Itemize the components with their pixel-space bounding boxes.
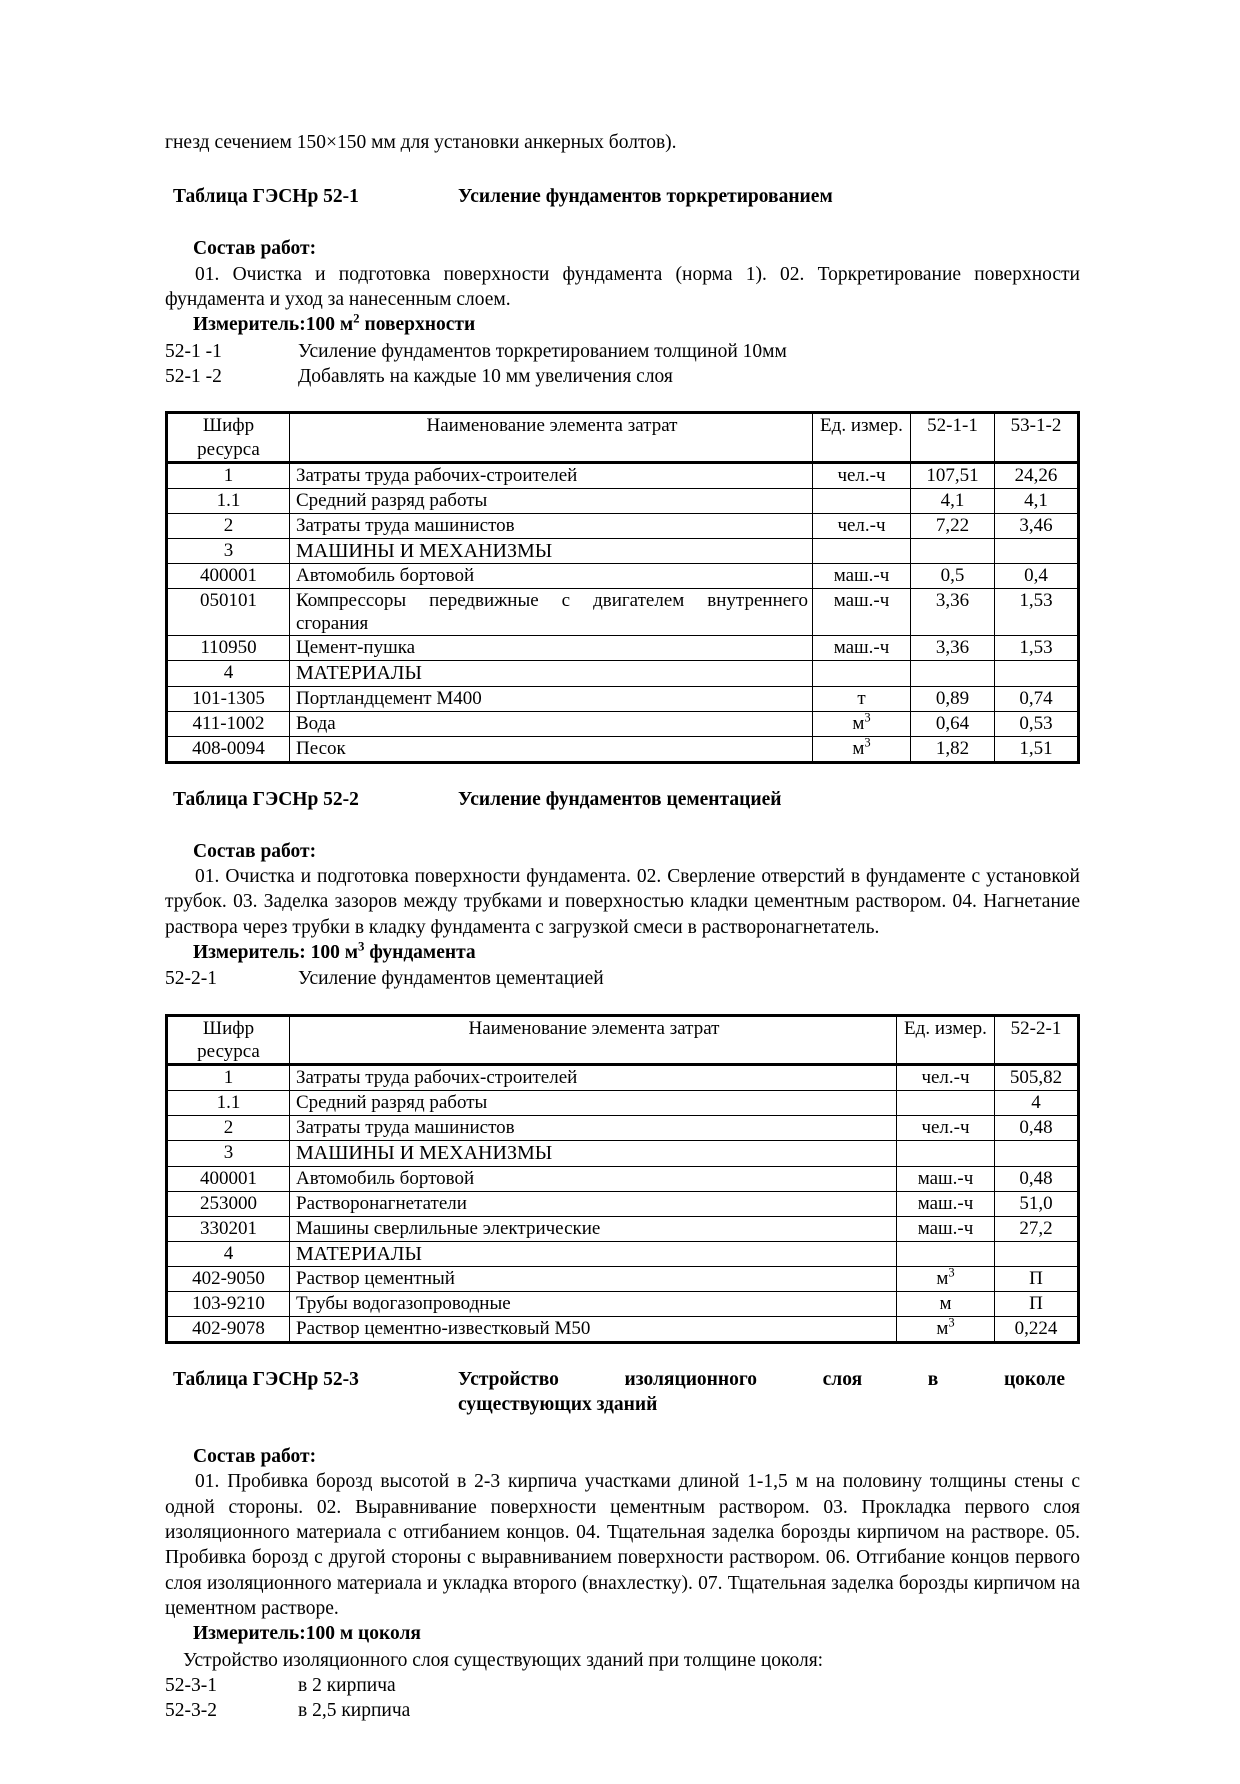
norm-code: 52-2-1	[165, 968, 217, 990]
table-row	[167, 1316, 1079, 1342]
cell-resource-code: 253000	[167, 1191, 290, 1216]
cell-value-1	[911, 661, 995, 686]
measure-unit-sup: 3	[358, 939, 365, 954]
measure-unit-tail: фундамента	[364, 942, 476, 964]
header-unit: Ед. измер.	[813, 413, 911, 462]
cell-resource-code: 330201	[167, 1216, 290, 1241]
table-caption	[165, 1368, 1080, 1418]
cell-unit	[897, 1241, 995, 1266]
cell-value-1: 3,36	[911, 589, 995, 636]
section-note: Устройство изоляционного слоя существующих зданий при толщине цоколя:	[183, 1649, 824, 1671]
cell-resource-code: 3	[167, 538, 290, 563]
resource-table-52-2	[165, 1014, 1080, 1344]
cell-value-1	[911, 538, 995, 563]
intro-paragraph: гнезд сечением 150×150 мм для установки анкерных болтов).	[165, 132, 677, 153]
cell-value-2	[995, 538, 1079, 563]
table-header-row	[167, 413, 1079, 462]
cell-value-2: 1,51	[995, 736, 1079, 762]
header-value-1: 52-1-1	[911, 413, 995, 462]
table-row	[167, 488, 1079, 513]
table-row	[167, 538, 1079, 563]
cell-resource-name: Затраты труда машинистов	[290, 1116, 897, 1141]
norm-code-description: в 2,5 кирпича	[298, 1700, 411, 1722]
table-row	[167, 1216, 1079, 1241]
cell-value-2: 1,53	[995, 636, 1079, 661]
cell-resource-code: 1	[167, 1065, 290, 1091]
header-code: Шифр ресурса	[167, 413, 290, 462]
cell-resource-name: Вода	[290, 711, 813, 736]
cell-resource-name: Автомобиль бортовой	[290, 564, 813, 589]
cell-resource-code: 2	[167, 513, 290, 538]
cell-unit: маш.-ч	[897, 1166, 995, 1191]
table-body	[167, 462, 1079, 762]
cell-value-1: 505,82	[995, 1065, 1079, 1091]
cell-unit: чел.-ч	[897, 1065, 995, 1091]
cell-value-2: 4,1	[995, 488, 1079, 513]
cell-value-1: 0,48	[995, 1116, 1079, 1141]
cell-resource-name: Средний разряд работы	[290, 1091, 897, 1116]
table-caption-title-line1: Устройство изоляционного слоя в цоколе	[458, 1368, 1065, 1390]
cell-unit: маш.-ч	[897, 1191, 995, 1216]
cell-value-1: 0,224	[995, 1316, 1079, 1342]
table-row	[167, 462, 1079, 488]
table-row	[167, 1166, 1079, 1191]
cell-unit: $м^3$	[813, 736, 911, 762]
resource-table-52-1	[165, 411, 1080, 763]
cell-resource-code: 400001	[167, 1166, 290, 1191]
works-heading: Состав работ:	[193, 238, 317, 260]
cell-value-2	[995, 661, 1079, 686]
norm-code-line	[165, 1698, 1080, 1723]
cell-value-1: П	[995, 1266, 1079, 1291]
table-row	[167, 1191, 1079, 1216]
cell-resource-code: 400001	[167, 564, 290, 589]
cell-resource-code: 1.1	[167, 488, 290, 513]
cell-unit: чел.-ч	[813, 462, 911, 488]
cell-resource-code: 411-1002	[167, 711, 290, 736]
cell-unit	[813, 661, 911, 686]
header-unit: Ед. измер.	[897, 1015, 995, 1064]
table-section-52-3	[165, 1368, 1080, 1724]
cell-resource-code: 402-9078	[167, 1316, 290, 1342]
works-heading: Состав работ:	[193, 840, 317, 862]
cell-unit	[897, 1141, 995, 1166]
table-caption-number: Таблица ГЭСНр 52-2	[173, 788, 359, 810]
cell-resource-code: 1	[167, 462, 290, 488]
cell-value-2: 0,53	[995, 711, 1079, 736]
cell-resource-name: МАТЕРИАЛЫ	[290, 1241, 897, 1266]
table-caption	[165, 185, 1080, 210]
measure-unit-text: Измеритель:100 м цоколя	[193, 1623, 421, 1645]
table-section-52-1	[165, 185, 1080, 763]
header-name: Наименование элемента затрат	[290, 413, 813, 462]
table-caption-number: Таблица ГЭСНр 52-3	[173, 1368, 359, 1390]
cell-value-1: 0,89	[911, 686, 995, 711]
table-section-52-2	[165, 788, 1080, 1344]
cell-resource-name: МАТЕРИАЛЫ	[290, 661, 813, 686]
cell-resource-name: МАШИНЫ И МЕХАНИЗМЫ	[290, 1141, 897, 1166]
cell-value-1: 0,5	[911, 564, 995, 589]
cell-resource-name: Средний разряд работы	[290, 488, 813, 513]
norm-code-description: Усиление фундаментов торкретированием толщиной 10мм	[298, 340, 787, 362]
table-row	[167, 636, 1079, 661]
cell-value-1	[995, 1141, 1079, 1166]
measure-unit-line	[193, 1621, 1080, 1647]
works-description: 01. Пробивка борозд высотой в 2-3 кирпича участками длиной 1-1,5 м на половину толщины стены с одной стороны. 02. Выравнивание поверхности цементным раствором. 03. Прокладка первого слоя изоляционного материала с отгибанием концов. 04. Тщательная заделка борозды кирпичом на растворе. 05. Пробивка борозд с другой стороны с выравниванием поверхности раствором. 06. Отгибание концов первого слоя изоляционного материала и укладка второго (внахлестку). 07. Тщательная заделка борозды кирпичом на цементном растворе.	[165, 1471, 1080, 1619]
measure-unit-tail: поверхности	[359, 314, 476, 336]
table-caption-title: Усиление фундаментов торкретированием	[458, 186, 833, 208]
cell-value-1: 51,0	[995, 1191, 1079, 1216]
measure-unit-line	[193, 312, 1080, 338]
cell-resource-name: Раствор цементно-известковый М50	[290, 1316, 897, 1342]
cell-value-2: 0,4	[995, 564, 1079, 589]
cell-resource-name: Автомобиль бортовой	[290, 1166, 897, 1191]
cell-value-1: 4	[995, 1091, 1079, 1116]
cell-value-2: 0,74	[995, 686, 1079, 711]
cell-value-1: 4,1	[911, 488, 995, 513]
norm-code-line	[165, 339, 1080, 364]
cell-resource-name: Машины сверлильные электрические	[290, 1216, 897, 1241]
cell-value-1	[995, 1241, 1079, 1266]
norm-code: 52-1 -1	[165, 340, 222, 362]
table-header-row	[167, 1015, 1079, 1064]
cell-resource-code: 103-9210	[167, 1291, 290, 1316]
cell-resource-name: Затраты труда рабочих-строителей	[290, 1065, 897, 1091]
measure-unit-line	[193, 940, 1080, 966]
norm-code-description: Добавлять на каждые 10 мм увеличения слоя	[298, 365, 673, 387]
measure-unit-sup: 2	[353, 311, 360, 326]
table-row	[167, 1116, 1079, 1141]
measure-unit-text: Измеритель: 100 м	[193, 942, 359, 964]
table-caption-number: Таблица ГЭСНр 52-1	[173, 186, 359, 208]
cell-value-1: 7,22	[911, 513, 995, 538]
cell-resource-name: Растворонагнетатели	[290, 1191, 897, 1216]
norm-code-line	[165, 364, 1080, 389]
cell-value-2: 3,46	[995, 513, 1079, 538]
table-row	[167, 513, 1079, 538]
cell-resource-code: 3	[167, 1141, 290, 1166]
cell-resource-code: 110950	[167, 636, 290, 661]
cell-resource-name: Раствор цементный	[290, 1266, 897, 1291]
norm-code: 52-1 -2	[165, 365, 222, 387]
table-row	[167, 1266, 1079, 1291]
cell-value-1: 0,48	[995, 1166, 1079, 1191]
measure-unit-text: Измеритель:100 м	[193, 314, 354, 336]
norm-code: 52-3-2	[165, 1700, 217, 1722]
cell-resource-name: Затраты труда рабочих-строителей	[290, 462, 813, 488]
cell-resource-name: Затраты труда машинистов	[290, 513, 813, 538]
works-description: 01. Очистка и подготовка поверхности фундамента (норма 1). 02. Торкретирование поверхности фундамента и уход за нанесенным слоем.	[165, 263, 1080, 310]
header-code: Шифр ресурса	[167, 1015, 290, 1064]
table-body	[167, 1065, 1079, 1343]
cell-resource-name: Трубы водогазопроводные	[290, 1291, 897, 1316]
works-description: 01. Очистка и подготовка поверхности фундамента. 02. Сверление отверстий в фундаменте с установкой трубок. 03. Заделка зазоров между трубками и поверхностью кладки цементным раствором. 04. Нагнетание раствора через трубки в кладку фундамента с загрузкой смеси в растворонагнетатель.	[165, 866, 1080, 938]
cell-resource-code: 101-1305	[167, 686, 290, 711]
cell-resource-code: 050101	[167, 589, 290, 636]
norm-code-line	[165, 966, 1080, 991]
cell-resource-name: Песок	[290, 736, 813, 762]
table-row	[167, 736, 1079, 762]
cell-unit: маш.-ч	[813, 564, 911, 589]
cell-unit: $м^3$	[897, 1266, 995, 1291]
table-row	[167, 1065, 1079, 1091]
table-row	[167, 711, 1079, 736]
norm-code-description: Усиление фундаментов цементацией	[298, 968, 604, 990]
norm-code-line	[165, 1673, 1080, 1698]
works-heading: Состав работ:	[193, 1445, 317, 1467]
cell-unit: т	[813, 686, 911, 711]
cell-value-2: 24,26	[995, 462, 1079, 488]
table-row	[167, 661, 1079, 686]
table-row	[167, 564, 1079, 589]
cell-resource-code: 4	[167, 1241, 290, 1266]
header-value-2: 53-1-2	[995, 413, 1079, 462]
cell-resource-name: Портландцемент М400	[290, 686, 813, 711]
cell-value-1: 0,64	[911, 711, 995, 736]
table-row	[167, 686, 1079, 711]
table-caption-title	[458, 1368, 1080, 1418]
cell-resource-code: 1.1	[167, 1091, 290, 1116]
cell-unit: маш.-ч	[813, 636, 911, 661]
table-row	[167, 1291, 1079, 1316]
cell-value-1: П	[995, 1291, 1079, 1316]
cell-unit: м	[897, 1291, 995, 1316]
norm-code: 52-3-1	[165, 1674, 217, 1696]
cell-resource-name: МАШИНЫ И МЕХАНИЗМЫ	[290, 538, 813, 563]
table-row	[167, 589, 1079, 636]
cell-resource-code: 402-9050	[167, 1266, 290, 1291]
cell-unit: $м^3$	[813, 711, 911, 736]
table-row	[167, 1241, 1079, 1266]
cell-unit: чел.-ч	[897, 1116, 995, 1141]
cell-unit	[897, 1091, 995, 1116]
cell-value-1: 3,36	[911, 636, 995, 661]
cell-value-1: 1,82	[911, 736, 995, 762]
cell-resource-code: 408-0094	[167, 736, 290, 762]
table-row	[167, 1091, 1079, 1116]
cell-resource-name: Цемент-пушка	[290, 636, 813, 661]
cell-unit: маш.-ч	[897, 1216, 995, 1241]
cell-unit	[813, 538, 911, 563]
table-caption	[165, 788, 1080, 813]
cell-value-2: 1,53	[995, 589, 1079, 636]
header-name: Наименование элемента затрат	[290, 1015, 897, 1064]
cell-resource-name: Компрессоры передвижные с двигателем внутреннего сгорания	[290, 589, 813, 636]
header-value-1: 52-2-1	[995, 1015, 1079, 1064]
cell-unit: чел.-ч	[813, 513, 911, 538]
cell-unit: $м^3$	[897, 1316, 995, 1342]
norm-code-description: в 2 кирпича	[298, 1674, 396, 1696]
table-caption-title-line2: существующих зданий	[458, 1393, 658, 1415]
cell-unit	[813, 488, 911, 513]
cell-resource-code: 4	[167, 661, 290, 686]
cell-resource-code: 2	[167, 1116, 290, 1141]
table-caption-title: Усиление фундаментов цементацией	[458, 788, 782, 810]
table-row	[167, 1141, 1079, 1166]
cell-value-1: 107,51	[911, 462, 995, 488]
cell-value-1: 27,2	[995, 1216, 1079, 1241]
cell-unit: маш.-ч	[813, 589, 911, 636]
